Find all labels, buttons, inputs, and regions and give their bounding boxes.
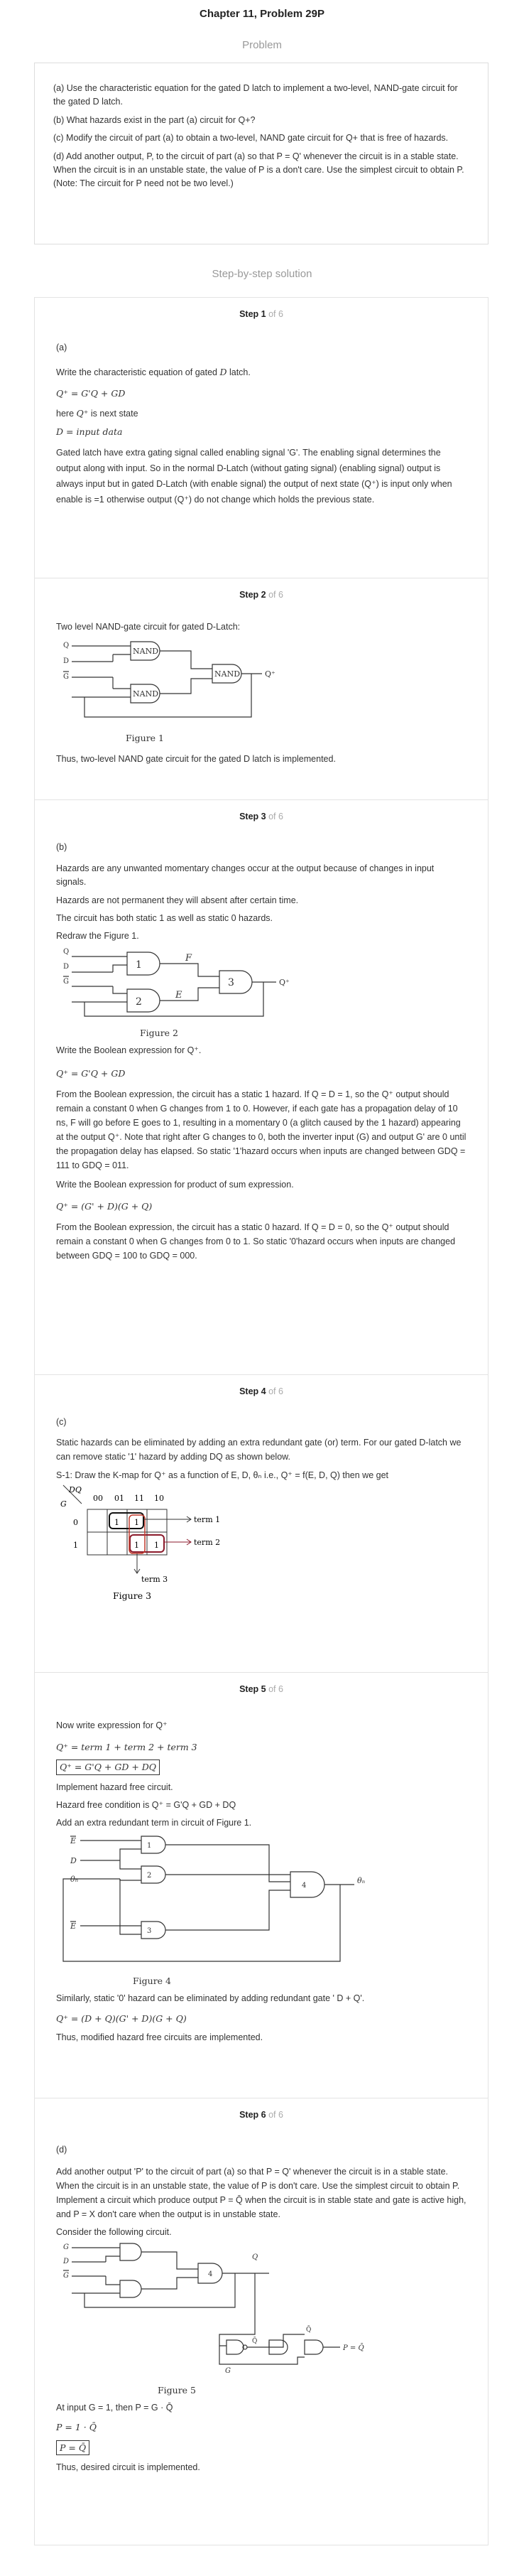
step-paragraph: Add an extra redundant term in circuit of Figure 1.	[56, 1818, 252, 1828]
gate-1	[127, 952, 160, 975]
equation: P = 1 · Q̄	[56, 2422, 97, 2433]
equation: D = input data	[56, 426, 123, 437]
kmap-figure-3	[56, 1482, 269, 1603]
step-header: Step 6 of 6	[239, 2110, 283, 2120]
equation: Q⁺ = (D + Q)(G' + D)(G + Q)	[56, 2012, 187, 2024]
step-3	[34, 799, 488, 1375]
inverter-gate	[226, 2340, 244, 2354]
problem-box	[34, 63, 488, 244]
step-paragraph: Add another output 'P' to the circuit of part (a) so that P = Q' whenever the circuit is in a stable state. When the circuit is in an unstable state, the value of P is don't care. Use the simplest circuit to obtain P. Implement a circuit which produce output P = Q̄ when the circuit is in stable state and gate is active high, and P = X don't care when the output is in unstable state.	[56, 2166, 466, 2219]
nand-gate-upper-label: NAND	[133, 646, 159, 656]
hazard-free-circuit-figure-4	[56, 1833, 454, 1968]
kmap-cell: 1	[134, 1517, 139, 1527]
nand-circuit-figure-1	[56, 637, 454, 723]
signal-label-q: Q	[252, 2253, 258, 2262]
step-conclusion: Thus, desired circuit is implemented.	[56, 2462, 200, 2472]
step-paragraph: Now write expression for Q⁺	[56, 1720, 168, 1731]
step-paragraph: S-1: Draw the K-map for Q⁺ as a function of E, D, θₙ i.e., Q⁺ = f(E, D, Q) then we get	[56, 1470, 389, 1480]
solution-heading: Step-by-step solution	[212, 268, 312, 280]
circuit-figure-5	[56, 2242, 454, 2377]
equation: Q⁺ = G'Q + GD	[56, 1067, 126, 1079]
gate-1	[141, 1836, 165, 1853]
step-4	[34, 1374, 488, 1673]
kmap-col-header: 10	[154, 1493, 164, 1503]
step-paragraph: Hazards are any unwanted momentary changes occur at the output because of changes in input signals.	[56, 863, 435, 888]
step-paragraph: From the Boolean expression, the circuit has a static 0 hazard. If Q = D = 0, so the Q⁺ output should remain a constant 0 when G changes from 0 to 1. So static '0'hazard occurs when inputs are changed between GDQ = 100 to GDQ = 000.	[56, 1222, 456, 1261]
gate-4-label: 4	[208, 2270, 213, 2279]
signal-label-f: F	[185, 952, 192, 964]
gate-2	[120, 2280, 141, 2297]
gate-2-label: 2	[136, 996, 142, 1008]
signal-label-qbar: Q̄	[252, 2338, 258, 2346]
output-label-theta: θₙ	[357, 1875, 366, 1885]
step-5	[34, 1672, 488, 2098]
step-part-label: (a)	[56, 343, 67, 353]
step-header: Step 2 of 6	[239, 590, 283, 600]
step-text: here Q⁺ is next state	[56, 407, 138, 419]
figure-caption: Figure 3	[113, 1590, 152, 1601]
figure-caption: Figure 2	[139, 1028, 179, 1038]
gate-1-label: 1	[136, 959, 142, 971]
input-label-ebar: E	[70, 1836, 77, 1845]
step-header: Step 4 of 6	[239, 1386, 283, 1396]
step-paragraph: From the Boolean expression, the circuit has a static 1 hazard. If Q = D = 1, so the Q⁺ output should remain a constant 0 when G changes from 1 to 0. However, if each gate has a propagation delay of 10 ns, F will go before E goes to 1, resulting in a momentary 0 (a glitch caused by the 1 hazard) appearing at the output Q⁺. Note that right after G changes to 0, both the inverter input (G) and output G' are 0 until the propagation delay has elapsed. So static '1'hazard occurs when inputs are changed between GDQ = 111 to GDQ = 011.	[56, 1089, 466, 1171]
gate-1-label: 1	[147, 1841, 152, 1850]
output-label-qplus: Q⁺	[265, 669, 275, 679]
and-gate-output	[305, 2340, 323, 2354]
signal-label-e: E	[175, 989, 182, 1001]
input-label-ebar-2: E	[70, 1921, 77, 1931]
kmap-col-header: 01	[114, 1493, 124, 1503]
kmap-col-headers	[93, 1494, 164, 1503]
figure-caption: Figure 4	[132, 1976, 172, 1986]
gate-3	[141, 1922, 165, 1939]
problem-heading: Problem	[242, 39, 282, 51]
input-label-d: D	[63, 657, 70, 665]
gate-4-label: 4	[302, 1881, 307, 1890]
input-label-q: Q	[63, 641, 70, 650]
kmap-col-header: 00	[93, 1493, 103, 1503]
step-6	[34, 2098, 488, 2545]
gate-2	[141, 1866, 165, 1883]
step-1	[34, 297, 488, 578]
gate-2-label: 2	[147, 1871, 152, 1880]
problem-part-b: (b) What hazards exist in the part (a) circuit for Q+?	[53, 114, 256, 125]
problem-part-d: (d) Add another output, P, to the circuit of part (a) so that P = Q' whenever the circuit is in a stable state. When the circuit is in an unstable state, the value of P is a don't care. Use the simplest circuit to obtain P. (Note: The circuit for P need not be two level.)	[53, 151, 464, 189]
step-paragraph: Gated latch have extra gating signal called enabling signal 'G'. The enabling signal determines the output along with input. So in the normal D-Latch (without gating signal) (enabling signal) output is always input but in gated D-Latch (with enable signal) the output of next state (Q⁺) is input only when enable is =1 otherwise output (Q⁺) do not change which holds the previous state.	[56, 448, 452, 505]
gate-3-label: 3	[147, 1926, 152, 1935]
input-label-g: G	[63, 2243, 69, 2252]
input-label-theta: θₙ	[70, 1874, 79, 1884]
figure-caption: Figure 5	[157, 2384, 197, 2396]
step-text: Write the characteristic equation of gated D latch.	[56, 366, 251, 377]
nand-gate-lower-label: NAND	[133, 689, 159, 699]
kmap-row-header: 1	[73, 1540, 78, 1550]
problem-part-a: (a) Use the characteristic equation for the gated D latch to implement a two-level, NAND-gate circuit for the gated D latch.	[53, 83, 458, 107]
step-header: Step 3 of 6	[239, 812, 283, 821]
step-header: Step 5 of 6	[239, 1684, 283, 1694]
step-part-label: (d)	[56, 2145, 67, 2155]
problem-part-c: (c) Modify the circuit of part (a) to obtain a two-level, NAND gate circuit for Q+ that is free of hazards.	[53, 133, 449, 144]
kmap-row-var: G	[60, 1499, 67, 1509]
kmap-cell: 1	[154, 1540, 159, 1550]
gate-2	[127, 989, 160, 1012]
gate-4	[290, 1872, 324, 1897]
page-title: Chapter 11, Problem 29P	[200, 8, 324, 20]
step-paragraph: Consider the following circuit.	[56, 2226, 172, 2237]
step-part-label: (c)	[56, 1417, 67, 1428]
kmap-term-label: term 2	[194, 1537, 221, 1547]
figure-caption: Figure 1	[125, 733, 165, 744]
step-paragraph: Redraw the Figure 1.	[56, 931, 139, 942]
kmap-term-label: term 3	[141, 1574, 168, 1584]
input-label-d: D	[63, 2258, 70, 2266]
step-paragraph: Write the Boolean expression for product of sum expression.	[56, 1180, 294, 1190]
input-label-gbar: G	[63, 977, 69, 986]
signal-label-g-qbar: Q̄	[306, 2327, 312, 2334]
step-paragraph: The circuit has both static 1 as well as static 0 hazards.	[56, 912, 273, 923]
equation: Q⁺ = term 1 + term 2 + term 3	[56, 1741, 197, 1752]
output-label-qplus: Q⁺	[279, 977, 290, 987]
output-label-p: P = Q̄	[343, 2344, 364, 2353]
nand-gate-output-label: NAND	[214, 669, 241, 679]
step-paragraph: Similarly, static '0' hazard can be eliminated by adding redundant gate ' D + Q'.	[56, 1993, 365, 2004]
input-label-d: D	[63, 962, 70, 971]
equation-boxed: P = Q̄	[56, 2440, 466, 2455]
equation-boxed: Q⁺ = G'Q + GD + DQ	[56, 1759, 466, 1774]
input-label-d: D	[70, 1855, 77, 1865]
step-header: Step 1 of 6	[239, 309, 283, 319]
input-label-qbar: G	[63, 2272, 69, 2280]
gate-1	[120, 2243, 141, 2260]
input-label-gbar: G	[63, 672, 69, 681]
step-paragraph: Write the Boolean expression for Q⁺.	[56, 1045, 202, 1056]
step-part-label: (b)	[56, 842, 67, 853]
kmap-cell: 1	[134, 1540, 139, 1550]
step-paragraph: At input G = 1, then P = G · Q̄	[56, 2402, 173, 2413]
equation: Q⁺ = (G' + D)(G + Q)	[56, 1200, 153, 1212]
step-paragraph: Static hazards can be eliminated by adding an extra redundant gate (or) term. For our gated D-latch we can remove static '1' hazard by adding DQ as shown below.	[56, 1437, 462, 1462]
signal-label-g-bottom: G	[225, 2367, 231, 2376]
step-2	[34, 578, 488, 800]
kmap-corner-label: DQ	[69, 1484, 82, 1494]
step-conclusion: Thus, modified hazard free circuits are implemented.	[56, 2032, 263, 2043]
input-label-q: Q	[63, 947, 70, 956]
kmap-row-header: 0	[73, 1517, 78, 1527]
gate-3	[219, 971, 252, 993]
kmap-cell: 1	[114, 1517, 119, 1527]
step-paragraph: Hazard free condition is Q⁺ = G'Q + GD + DQ	[56, 1799, 236, 1810]
circuit-figure-2	[56, 945, 454, 1019]
step-paragraph: Implement hazard free circuit.	[56, 1782, 173, 1792]
kmap-col-header: 11	[134, 1493, 144, 1503]
step-conclusion: Thus, two-level NAND gate circuit for the gated D latch is implemented.	[56, 753, 336, 764]
kmap-term-label: term 1	[194, 1514, 221, 1524]
step-paragraph: Hazards are not permanent they will absent after certain time.	[56, 895, 299, 905]
equation: Q⁺ = G'Q + GD	[56, 388, 126, 399]
gate-3-label: 3	[228, 976, 234, 988]
step-text: Two level NAND-gate circuit for gated D-Latch:	[56, 622, 241, 632]
